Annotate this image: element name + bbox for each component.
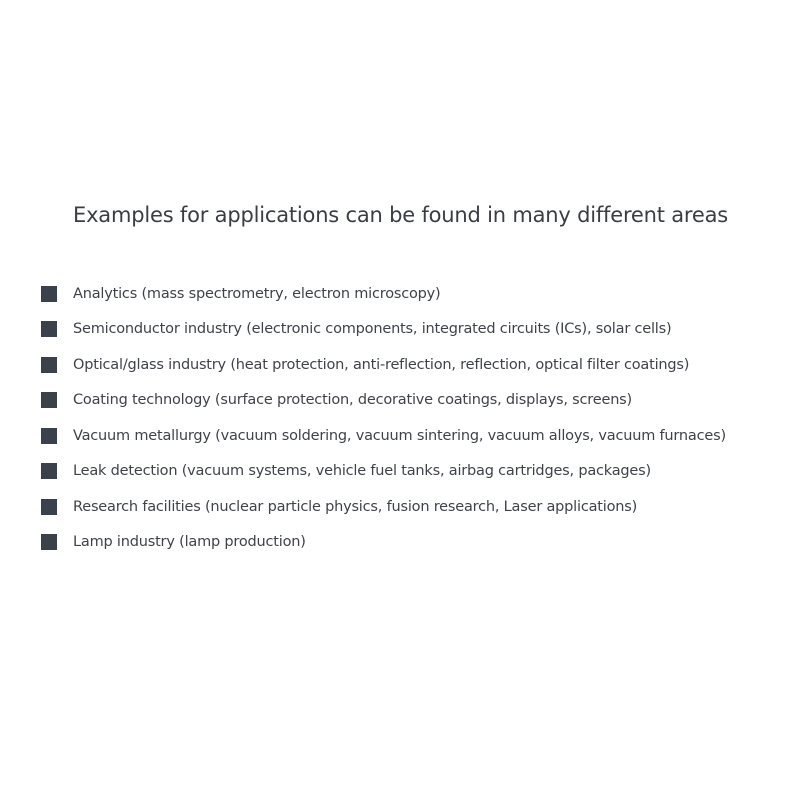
list-item bbox=[41, 418, 726, 454]
list-item-text: Coating technology (surface protection, decorative coatings, displays, screens) bbox=[73, 392, 632, 409]
square-bullet-icon bbox=[41, 428, 57, 444]
list-item-text: Vacuum metallurgy (vacuum soldering, vacuum sintering, vacuum alloys, vacuum furnaces) bbox=[73, 427, 726, 444]
list-item bbox=[41, 383, 726, 419]
section-heading: Examples for applications can be found in many different areas bbox=[73, 203, 729, 227]
square-bullet-icon bbox=[41, 321, 57, 337]
list-item-text: Research facilities (nuclear particle physics, fusion research, Laser applications) bbox=[73, 498, 638, 515]
square-bullet-icon bbox=[41, 499, 57, 515]
list-item-text: Lamp industry (lamp production) bbox=[73, 534, 306, 551]
list-item bbox=[41, 454, 726, 490]
list-item bbox=[41, 347, 726, 383]
square-bullet-icon bbox=[41, 534, 57, 550]
list-item-text: Analytics (mass spectrometry, electron microscopy) bbox=[73, 285, 441, 302]
square-bullet-icon bbox=[41, 286, 57, 302]
applications-list bbox=[41, 276, 726, 560]
list-item bbox=[41, 489, 726, 525]
square-bullet-icon bbox=[41, 392, 57, 408]
list-item bbox=[41, 276, 726, 312]
list-item bbox=[41, 312, 726, 348]
list-item-text: Optical/glass industry (heat protection, anti-reflection, reflection, optical filter coatings) bbox=[73, 356, 690, 373]
square-bullet-icon bbox=[41, 357, 57, 373]
list-item bbox=[41, 525, 726, 561]
square-bullet-icon bbox=[41, 463, 57, 479]
list-item-text: Semiconductor industry (electronic components, integrated circuits (ICs), solar cells) bbox=[73, 321, 672, 338]
list-item-text: Leak detection (vacuum systems, vehicle fuel tanks, airbag cartridges, packages) bbox=[73, 463, 651, 480]
